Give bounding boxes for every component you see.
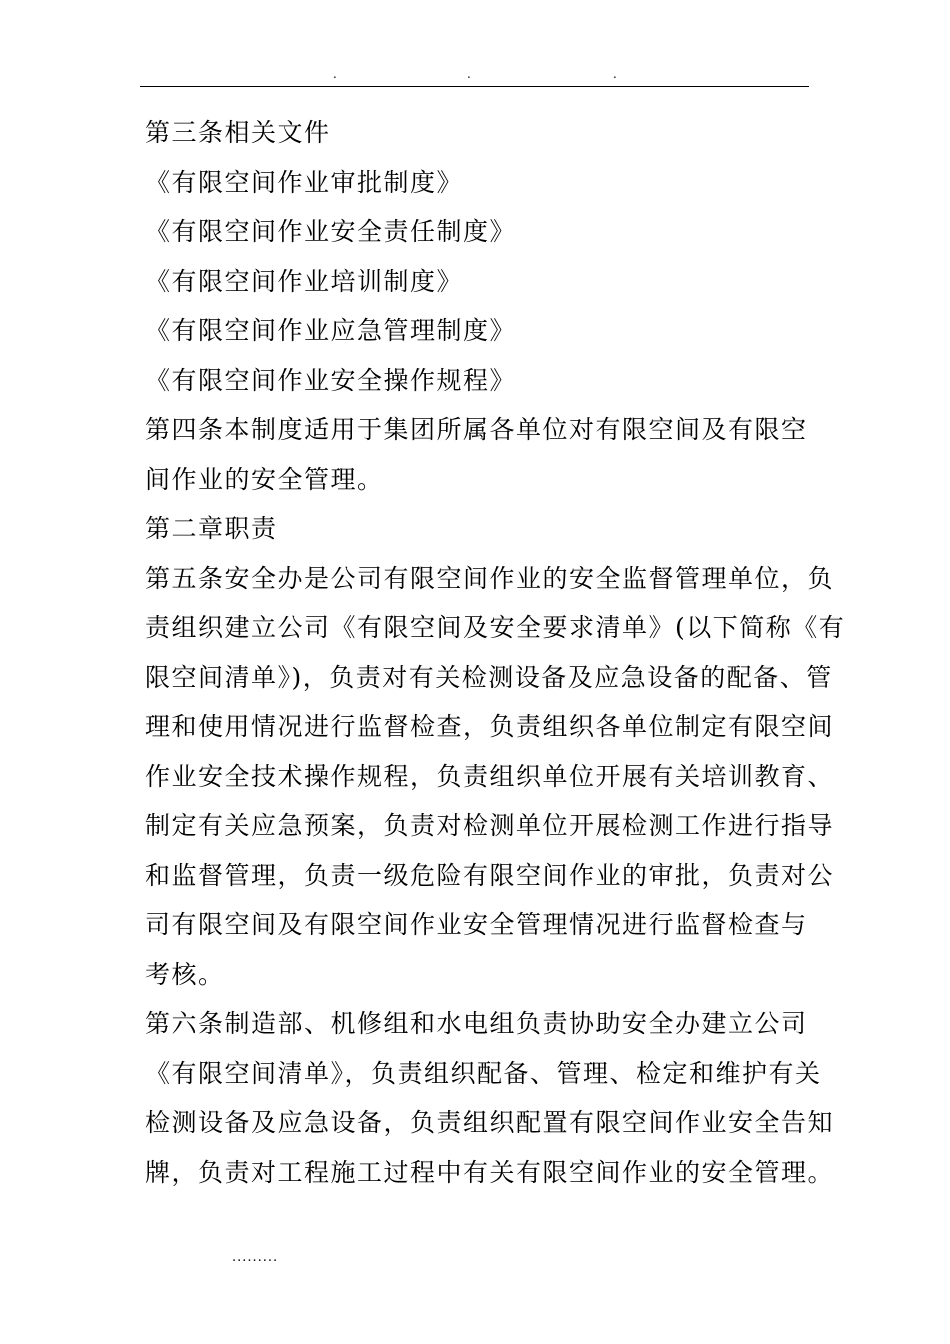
related-document-item: 《有限空间作业安全操作规程》 xyxy=(145,365,517,395)
header-dot: . xyxy=(333,67,337,81)
article-six-text: 第六条制造部、机修组和水电组负责协助安全办建立公司 xyxy=(145,1009,808,1038)
article-five-text: 和监督管理，负责一级危险有限空间作业的审批，负责对公 xyxy=(145,860,835,890)
header-dot: . xyxy=(613,67,617,81)
article-six-text: 牌，负责对工程施工过程中有关有限空间作业的安全管理。 xyxy=(145,1157,835,1187)
article-five-text: 限空间清单》)，负责对有关检测设备及应急设备的配备、管 xyxy=(145,662,833,692)
chapter-heading: 第二章职责 xyxy=(145,514,278,543)
article-five-text: 责组织建立公司《有限空间及安全要求清单》(以下简称《有 xyxy=(145,613,846,642)
article-six-text: 检测设备及应急设备，负责组织配置有限空间作业安全告知 xyxy=(145,1108,835,1137)
related-document-item: 《有限空间作业安全责任制度》 xyxy=(145,217,517,246)
article-five-text: 司有限空间及有限空间作业安全管理情况进行监督检查与 xyxy=(145,910,808,939)
header-rule xyxy=(140,86,809,87)
article-five-text: 第五条安全办是公司有限空间作业的安全监督管理单位，负 xyxy=(145,563,835,593)
document-body xyxy=(145,108,846,1197)
article-five-text: 理和使用情况进行监督检查，负责组织各单位制定有限空间 xyxy=(145,712,835,741)
article-heading: 第三条相关文件 xyxy=(145,118,331,147)
related-document-item: 《有限空间作业审批制度》 xyxy=(145,167,464,197)
related-document-item: 《有限空间作业培训制度》 xyxy=(145,266,464,296)
related-document-item: 《有限空间作业应急管理制度》 xyxy=(145,316,517,345)
article-five-text: 作业安全技术操作规程，负责组织单位开展有关培训教育、 xyxy=(145,761,835,791)
header-dot: . xyxy=(467,67,471,81)
article-six-text: 《有限空间清单》，负责组织配备、管理、检定和维护有关 xyxy=(145,1058,822,1088)
article-five-text: 制定有关应急预案，负责对检测单位开展检测工作进行指导 xyxy=(145,811,835,840)
article-four-text: 第四条本制度适用于集团所属各单位对有限空间及有限空 xyxy=(145,415,808,444)
footer-dots: ......... xyxy=(232,1250,279,1265)
article-four-text: 间作业的安全管理。 xyxy=(145,464,384,494)
article-five-text: 考核。 xyxy=(145,959,225,989)
